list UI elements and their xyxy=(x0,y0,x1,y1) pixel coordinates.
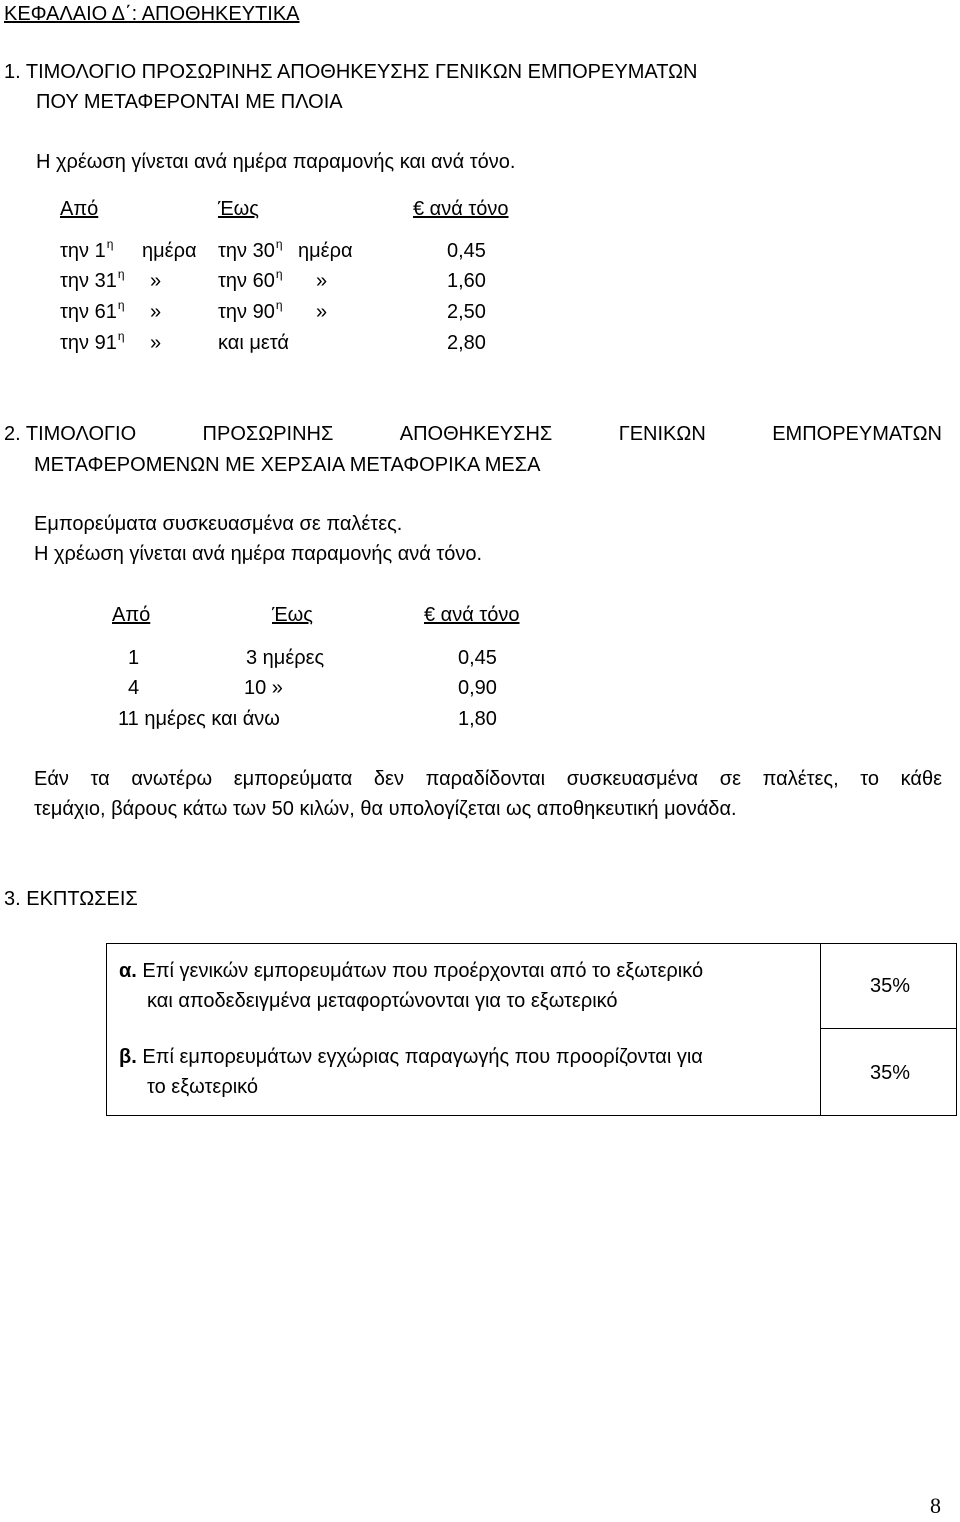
section1-header-rate: € ανά τόνο xyxy=(413,198,509,220)
chapter-title: ΚΕΦΑΛΑΙΟ Δ΄: ΑΠΟΘΗΚΕΥΤΙΚΑ xyxy=(4,3,300,25)
section2-note2: Η χρέωση γίνεται ανά ημέρα παραμονής ανά τόνο. xyxy=(34,543,483,565)
section2-row-to: 3 ημέρες xyxy=(246,647,325,669)
section1-row-from-suffix: » xyxy=(150,301,162,323)
section1-note: Η χρέωση γίνεται ανά ημέρα παραμονής και ανά τόνο. xyxy=(36,151,516,173)
section1-title-line2: ΠΟΥ ΜΕΤΑΦΕΡΟΝΤΑΙ ΜΕ ΠΛΟΙΑ xyxy=(36,91,343,113)
section1-row-rate: 2,50 xyxy=(447,301,486,323)
section2-title-word: ΠΡΟΣΩΡΙΝΗΣ xyxy=(202,423,334,445)
section1-header-from: Από xyxy=(60,198,99,220)
discount-marker: α. xyxy=(119,960,137,982)
section2-title-word: ΕΜΠΟΡΕΥΜΑΤΩΝ xyxy=(772,423,942,445)
section2-row-from: 11 ημέρες και άνω xyxy=(118,708,280,730)
section2-paragraph-line1: Εάν τα ανωτέρω εμπορεύματα δεν παραδίδονται συσκευασμένα σε παλέτες, το κάθε xyxy=(34,768,942,790)
section2-row-rate: 0,45 xyxy=(458,647,497,669)
section2-header-rate: € ανά τόνο xyxy=(424,604,520,626)
page-number: 8 xyxy=(930,1493,941,1518)
section2-header-to: Έως xyxy=(272,604,313,626)
discount-row-line1 xyxy=(119,1042,703,1072)
section2-title-word: 2. ΤΙΜΟΛΟΓΙΟ xyxy=(4,423,137,445)
section1-row-rate: 0,45 xyxy=(447,240,486,262)
discount-row-line1 xyxy=(119,956,703,986)
discount-row-line2: το εξωτερικό xyxy=(147,1076,259,1098)
section1-row-from-suffix: » xyxy=(150,332,162,354)
discount-percent: 35% xyxy=(869,1062,911,1084)
section2-row-rate: 1,80 xyxy=(458,708,497,730)
table-divider-horizontal xyxy=(820,1028,956,1029)
section1-row-rate: 1,60 xyxy=(447,270,486,292)
section2-header-from: Από xyxy=(112,604,151,626)
section2-title-line2: ΜΕΤΑΦΕΡΟΜΕΝΩΝ ΜΕ ΧΕΡΣΑΙΑ ΜΕΤΑΦΟΡΙΚΑ ΜΕΣΑ xyxy=(34,454,541,476)
section2-title-line1 xyxy=(4,422,942,446)
section1-row-to-suffix: ημέρα xyxy=(298,240,353,262)
discounts-table xyxy=(106,943,957,1116)
section3-title: 3. ΕΚΠΤΩΣΕΙΣ xyxy=(4,888,138,910)
section1-row-from-suffix: ημέρα xyxy=(142,240,197,262)
section1-row-to: και μετά xyxy=(218,332,289,354)
discount-text: Επί γενικών εμπορευμάτων που προέρχονται από το εξωτερικό xyxy=(136,960,704,982)
section1-row-to: την $60^\eta$ xyxy=(218,267,283,292)
section1-row-to-suffix: » xyxy=(316,270,328,292)
section2-title-word: ΓΕΝΙΚΩΝ xyxy=(618,423,706,445)
section2-row-from: 1 xyxy=(128,647,140,669)
section1-row-from: την $1^\eta$ xyxy=(60,237,114,262)
section2-paragraph-line2: τεμάχιο, βάρους κάτω των 50 κιλών, θα υπολογίζεται ως αποθηκευτική μονάδα. xyxy=(34,798,737,820)
discount-row-line2: και αποδεδειγμένα μεταφορτώνονται για το εξωτερικό xyxy=(147,990,618,1012)
section1-row-to: την $30^\eta$ xyxy=(218,237,283,262)
table-divider-vertical xyxy=(820,944,821,1115)
section2-row-to: 10 » xyxy=(244,677,283,699)
section2-row-rate: 0,90 xyxy=(458,677,497,699)
section1-row-from: την $31^\eta$ xyxy=(60,267,125,292)
section1-row-rate: 2,80 xyxy=(447,332,486,354)
section1-row-to-suffix: » xyxy=(316,301,328,323)
section1-row-to: την $90^\eta$ xyxy=(218,298,283,323)
section1-row-from-suffix: » xyxy=(150,270,162,292)
section1-row-from: την $91^\eta$ xyxy=(60,329,125,354)
section2-note1: Εμπορεύματα συσκευασμένα σε παλέτες. xyxy=(34,513,403,535)
discount-text: Επί εμπορευμάτων εγχώριας παραγωγής που προορίζονται για xyxy=(136,1046,703,1068)
section1-title-line1: 1. ΤΙΜΟΛΟΓΙΟ ΠΡΟΣΩΡΙΝΗΣ ΑΠΟΘΗΚΕΥΣΗΣ ΓΕΝΙΚΩΝ ΕΜΠΟΡΕΥΜΑΤΩΝ xyxy=(4,61,698,83)
discount-marker: β. xyxy=(119,1046,137,1068)
section2-row-from: 4 xyxy=(128,677,140,699)
discount-percent: 35% xyxy=(869,975,911,997)
section1-header-to: Έως xyxy=(218,198,259,220)
section2-title-word: ΑΠΟΘΗΚΕΥΣΗΣ xyxy=(399,423,553,445)
section1-row-from: την $61^\eta$ xyxy=(60,298,125,323)
